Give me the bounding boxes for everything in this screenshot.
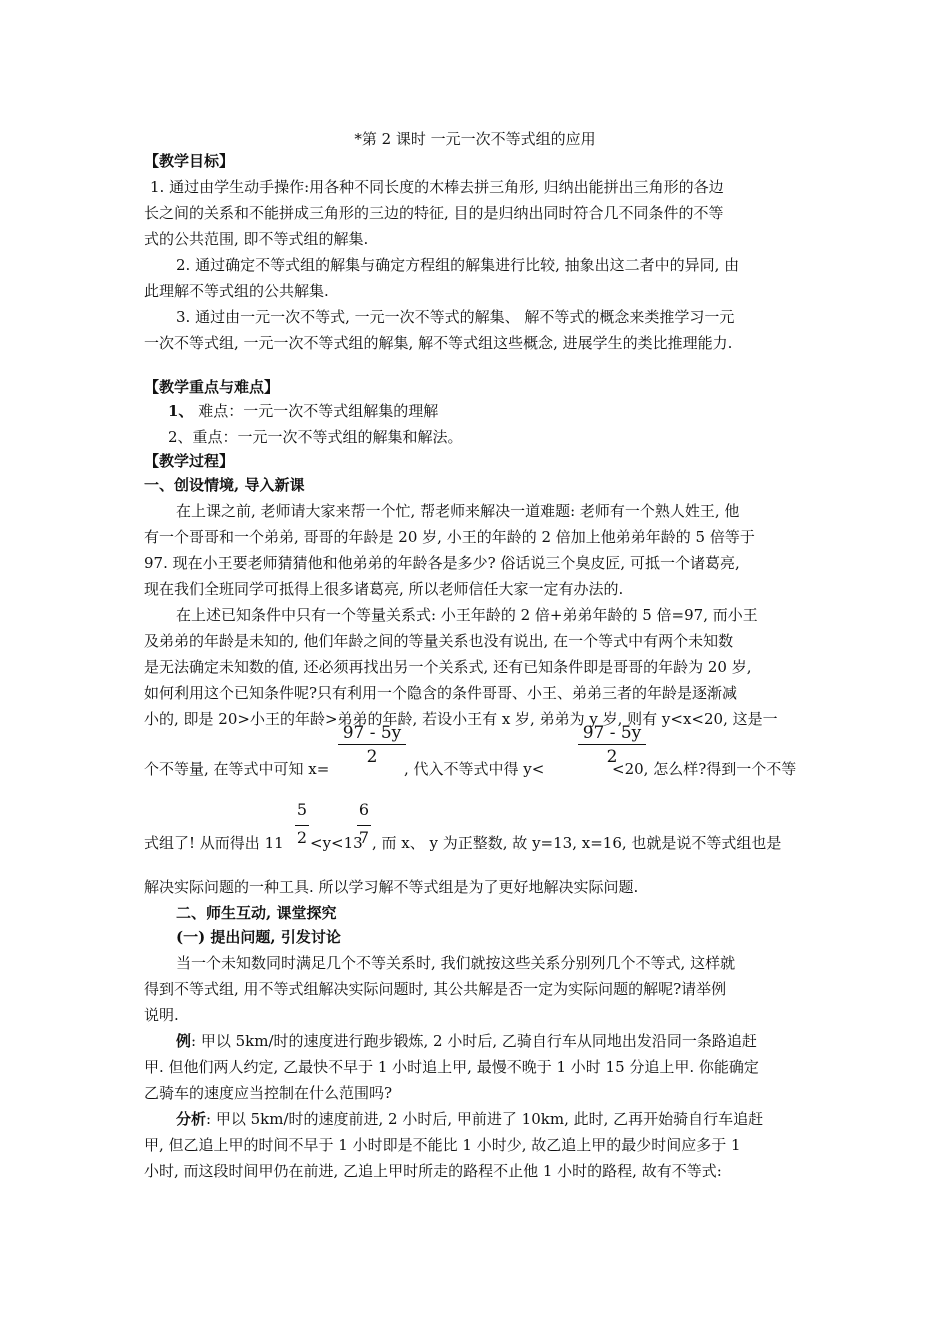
fraction-y-denominator: 2	[606, 747, 618, 767]
example-label: 例	[176, 1032, 192, 1050]
analysis-line-1	[176, 1108, 763, 1130]
key-point-1	[168, 400, 438, 422]
para-2-line-7c: , 而 x、 y 为正整数, 故 y=13, x=16, 也就是说不等式组也是	[372, 834, 782, 852]
key-point-2: 2、重点：一元一次不等式组的解集和解法。	[168, 428, 463, 446]
para-2-line-6b: , 代入不等式中得 y<	[404, 760, 545, 778]
para-2-line-3: 是无法确定未知数的值, 还必须再找出另一个关系式, 还有已知条件即是哥哥的年龄为 20 岁,	[144, 658, 752, 676]
para-1-line-3: 97. 现在小王要老师猜猜他和他弟弟的年龄各是多少? 俗话说三个臭皮匠, 可抵一个诸葛亮,	[144, 554, 740, 572]
para-1-line-2: 有一个哥哥和一个弟弟, 哥哥的年龄是 20 岁, 小王的年龄的 2 倍加上他弟弟年龄的 5 倍等于	[144, 528, 755, 546]
fraction-x	[338, 722, 406, 769]
para-2-line-6a: 个不等量, 在等式中可知 x=	[144, 760, 330, 778]
mixed-2-bar	[357, 825, 371, 826]
goals-heading: 【教学目标】	[144, 152, 235, 170]
analysis-label: 分析	[176, 1110, 207, 1128]
example-line-2: 甲. 但他们两人约定, 乙最快不早于 1 小时追上甲, 最慢不晚于 1 小时 15 分追上甲. 你能确定	[144, 1058, 759, 1076]
key-point-1-number: 1、	[168, 402, 194, 420]
goal-1-line-1: 1. 通过由学生动手操作:用各种不同长度的木棒去拼三角形, 归纳出能拼出三角形的各边	[150, 178, 724, 196]
mixed-1-numerator: 5	[296, 800, 308, 819]
para-2-line-7b: <y<13	[310, 834, 363, 852]
goal-1-line-3: 式的公共范围, 即不等式组的解集.	[144, 230, 369, 248]
key-points-heading: 【教学重点与难点】	[144, 378, 280, 396]
mixed-1-bar	[295, 825, 309, 826]
fraction-y-numerator: 97 - 5y	[582, 723, 642, 743]
para-3-line-2: 得到不等式组, 用不等式组解决实际问题时, 其公共解是否一定为实际问题的解呢?请举例	[144, 980, 727, 998]
mixed-2-denominator: 7	[358, 828, 370, 847]
mixed-1-denominator: 2	[296, 828, 308, 847]
section-2-heading: 二、师生互动, 课堂探究	[176, 904, 337, 922]
analysis-line-3: 小时, 而这段时间甲仍在前进, 乙追上甲时所走的路程不止他 1 小时的路程, 故有不等式:	[144, 1162, 722, 1180]
process-heading: 【教学过程】	[144, 452, 235, 470]
para-2-line-8: 解决实际问题的一种工具. 所以学习解不等式组是为了更好地解决实际问题.	[144, 878, 639, 896]
page-title: *第 2 课时 一元一次不等式组的应用	[354, 130, 596, 148]
goal-2-line-2: 此理解不等式组的公共解集.	[144, 282, 329, 300]
para-2-line-7a: 式组了! 从而得出 11	[144, 834, 284, 852]
para-1-line-4: 现在我们全班同学可抵得上很多诸葛亮, 所以老师信任大家一定有办法的.	[144, 580, 624, 598]
para-2-line-6c: <20, 怎么样?得到一个不等	[612, 760, 797, 778]
key-point-1-text: 难点：一元一次不等式组解集的理解	[193, 402, 439, 420]
fraction-x-denominator: 2	[366, 747, 378, 767]
example-line-1	[176, 1030, 757, 1052]
fraction-x-numerator: 97 - 5y	[342, 723, 402, 743]
para-2-line-4: 如何利用这个已知条件呢?只有利用一个隐含的条件哥哥、小王、弟弟三者的年龄是逐渐减	[144, 684, 738, 702]
analysis-text-1: : 甲以 5km/时的速度前进, 2 小时后, 甲前进了 10km, 此时, 乙再开始骑自行车追赶	[206, 1110, 764, 1128]
para-3-line-1: 当一个未知数同时满足几个不等关系时, 我们就按这些关系分别列几个不等式, 这样就	[176, 954, 736, 972]
analysis-line-2: 甲, 但乙追上甲的时间不早于 1 小时即是不能比 1 小时少, 故乙追上甲的最少时间应多于 1	[144, 1136, 741, 1154]
section-1-heading: 一、创设情境, 导入新课	[144, 476, 305, 494]
goal-3-line-1: 3. 通过由一元一次不等式, 一元一次不等式的解集、 解不等式的概念来类推学习一元	[176, 308, 735, 326]
goal-2-line-1: 2. 通过确定不等式组的解集与确定方程组的解集进行比较, 抽象出这二者中的异同, 由	[176, 256, 740, 274]
goal-1-line-2: 长之间的关系和不能拼成三角形的三边的特征, 目的是归纳出同时符合几不同条件的不等	[144, 204, 724, 222]
mixed-2-numerator: 6	[358, 800, 370, 819]
para-1-line-1: 在上课之前, 老师请大家来帮一个忙, 帮老师来解决一道难题: 老师有一个熟人姓王, 他	[176, 502, 740, 520]
para-2-line-1: 在上述已知条件中只有一个等量关系式: 小王年龄的 2 倍+弟弟年龄的 5 倍=97, 而小王	[176, 606, 758, 624]
goal-3-line-2: 一次不等式组, 一元一次不等式组的解集, 解不等式组这些概念, 进展学生的类比推理能力.	[144, 334, 733, 352]
para-3-line-3: 说明.	[144, 1006, 179, 1024]
para-2-line-2: 及弟弟的年龄是未知的, 他们年龄之间的等量关系也没有说出, 在一个等式中有两个未知数	[144, 632, 734, 650]
example-text-1: : 甲以 5km/时的速度进行跑步锻炼, 2 小时后, 乙骑自行车从同地出发沿同一条路追赶	[191, 1032, 757, 1050]
example-line-3: 乙骑车的速度应当控制在什么范围吗?	[144, 1084, 393, 1102]
para-2-line-5: 小的, 即是 20>小王的年龄>弟弟的年龄, 若设小王有 x 岁, 弟弟为 y 岁, 则有 y<x<20, 这是一	[144, 710, 778, 728]
section-2-subheading: (一) 提出问题, 引发讨论	[176, 928, 341, 946]
